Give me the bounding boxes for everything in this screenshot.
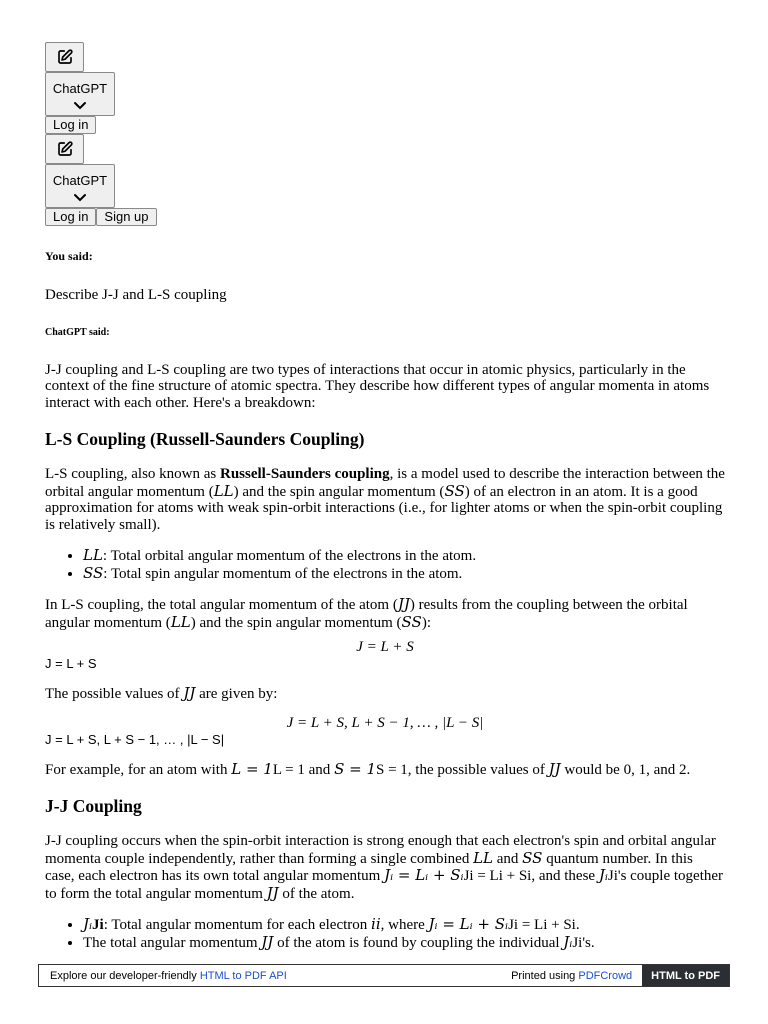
new-chat-button[interactable]	[45, 42, 84, 72]
list-item: • LL: Total orbital angular momentum of the electrons in the atom.	[83, 547, 725, 565]
edit-icon	[56, 48, 74, 66]
jj-bullet-list	[45, 916, 725, 951]
ls-heading: L-S Coupling (Russell-Saunders Coupling)	[45, 429, 365, 449]
top-nav	[45, 42, 725, 134]
html-to-pdf-api-link[interactable]: HTML to PDF API	[199, 969, 287, 982]
list-item: • SS: Total spin angular momentum of the electrons in the atom.	[83, 565, 725, 583]
pdfcrowd-footer	[38, 964, 730, 987]
model-selector-button-2[interactable]	[45, 164, 115, 208]
html-to-pdf-badge[interactable]: HTML to PDF	[642, 965, 729, 986]
page-content	[45, 42, 725, 951]
jj-paragraph-1: J-J coupling occurs when the spin-orbit interaction is strong enough that each electron's spin and orbital angular momenta couple independently, rather than forming a single combined LL and SS quantum number. In this case, each electron has its own total angular momentum Jᵢ = Lᵢ + SᵢJi = Li + Si, and these JᵢJi's couple together to form the total angular momentum JJ of the atom.	[45, 833, 724, 902]
login-button-2[interactable]: Log in	[45, 208, 96, 226]
ls-paragraph-1: L-S coupling, also known as Russell-Saunders coupling, is a model used to describe the interaction between the orbital angular momentum (LL) and the spin angular momentum (SS) of an electron in an atom. It is a good approximation for atoms with weak spin-orbit interactions (i.e., for lighter atoms or when the spin-orbit coupling is relatively small).	[45, 466, 725, 533]
user-speaker-label: You said:	[45, 249, 93, 263]
edit-icon	[56, 140, 74, 158]
assistant-speaker-label: ChatGPT said:	[45, 327, 110, 338]
footer-right: Printed using PDFCrowd	[511, 969, 633, 982]
equation-1-text: J = L + S	[45, 656, 97, 671]
equation-2-text: J = L + S, L + S − 1, … , |L − S|	[45, 731, 225, 747]
equation-1: J = L + S	[356, 639, 414, 655]
list-item: • The total angular momentum JJ of the atom is found by coupling the individual JᵢJi's.	[83, 934, 725, 952]
intro-paragraph: J-J coupling and L-S coupling are two types of interactions that occur in atomic physics, particularly in the context of the fine structure of atomic spectra. They describe how different types of angular momenta in atoms interact with each other. Here's a breakdown:	[45, 361, 710, 411]
ls-paragraph-3: The possible values of JJ are given by:	[45, 684, 278, 702]
chevron-down-icon	[73, 193, 87, 202]
ls-paragraph-4: For example, for an atom with L = 1L = 1 and S = 1S = 1, the possible values of JJ would be 0, 1, and 2.	[45, 759, 691, 778]
new-chat-button-2[interactable]	[45, 134, 84, 164]
user-message: Describe J-J and L-S coupling	[45, 286, 227, 303]
login-button[interactable]: Log in	[45, 116, 96, 134]
top-nav-secondary	[45, 134, 725, 226]
chevron-down-icon	[73, 101, 87, 110]
list-item: • JᵢJi: Total angular momentum for each electron ii, where Jᵢ = Lᵢ + SᵢJi = Li + Si.	[83, 916, 725, 934]
auth-buttons	[45, 208, 725, 226]
model-label: ChatGPT	[52, 172, 108, 188]
signup-button[interactable]: Sign up	[96, 208, 156, 226]
footer-left: Explore our developer-friendly HTML to PDF API	[50, 969, 287, 982]
model-selector-button[interactable]	[45, 72, 115, 116]
ls-paragraph-2: In L-S coupling, the total angular momentum of the atom (JJ) results from the coupling between the orbital angular momentum (LL) and the spin angular momentum (SS):	[45, 595, 688, 631]
model-label: ChatGPT	[52, 80, 108, 96]
pdfcrowd-link[interactable]: PDFCrowd	[578, 969, 633, 982]
jj-heading: J-J Coupling	[45, 796, 142, 816]
equation-2: J = L + S, L + S − 1, … , |L − S|	[286, 714, 484, 731]
ls-bullet-list	[45, 547, 725, 582]
